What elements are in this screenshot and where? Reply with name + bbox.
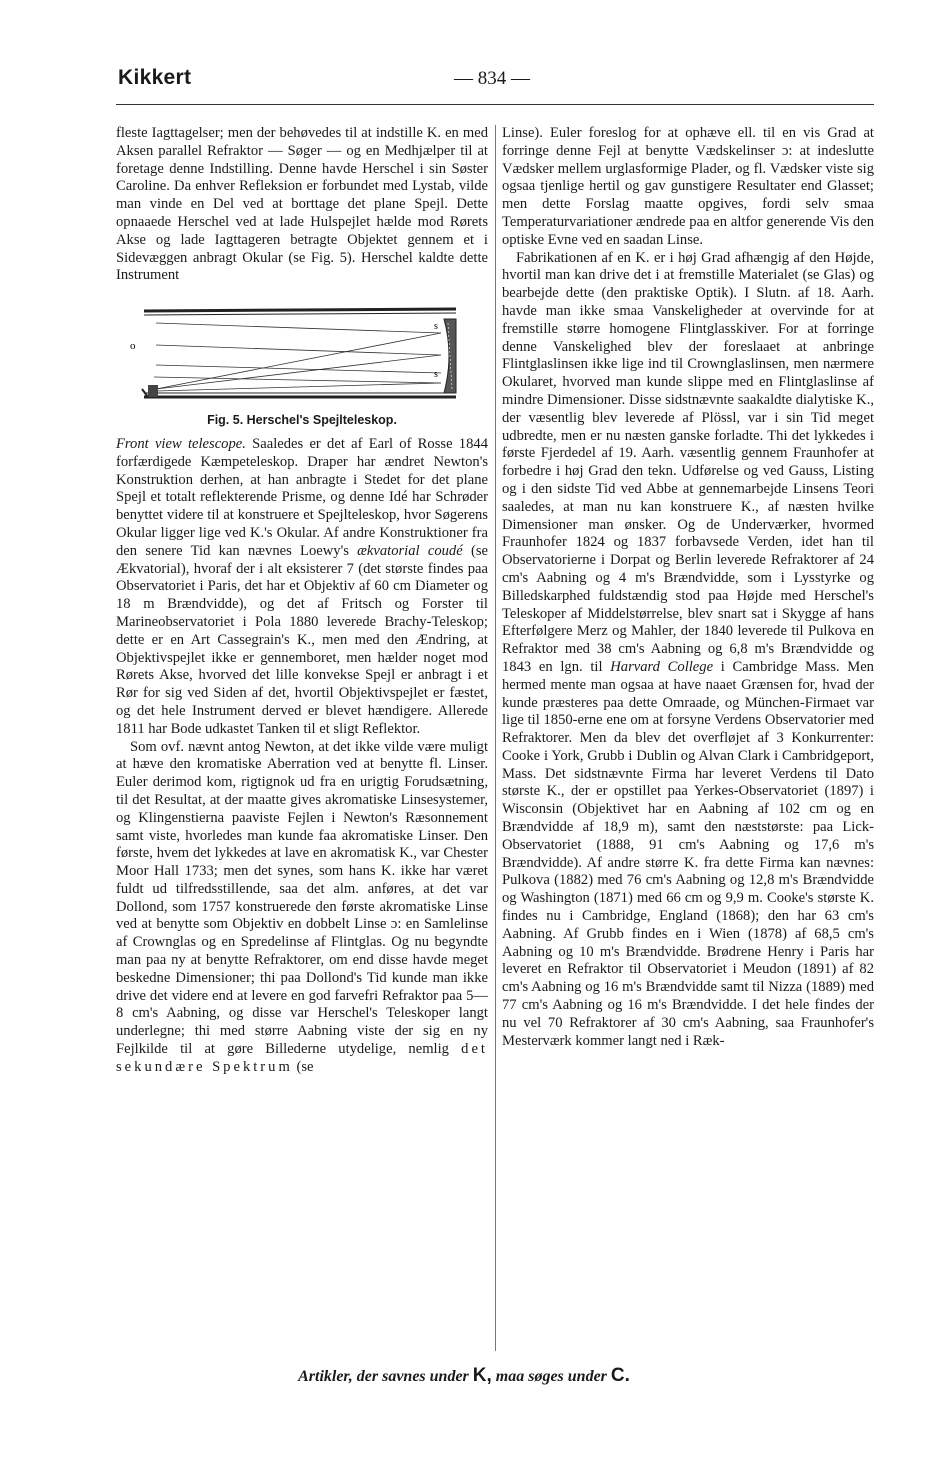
aekvatorial-coude-term: ækvatorial coudé: [357, 542, 463, 559]
right-paragraph-2-text-a: Fabrikationen af en K. er i høj Grad afhængig af den Højde, hvortil man kan drive det i at fremstille Materialet (se Glas) og bearbejde dette (den praktiske Optik). I Slutn. af 18. Aarh. havde man ikke smaa Vanskeligheder at overvinde for at fremstille større homogene Flintglasskiver. For at forringe denne Vanskelighed blev der foreslaaet at anbringe Flintglaslinsen ikke lige ind til Crownglaslinsen, men nærmere Okularet, hvorved man kunde slippe med en Flintglaslinse af mindre Dimensioner. Disse sidstnævnte saakaldte dialytiske K., der væsentlig blev leverede af Plössl, var i sin Tid meget udbredte, men er nu næsten ganske forladte. Thi det lykkedes i første Fjerdedel af 19. Aarh. væsentlig gennem Fraunhofer at forbedre i høj Grad den tekn. Udførelse og ved Gauss, Listing og i den sidste Tid ved Abbe at gennemarbejde Linsens Teori saaledes, at man nu kan konstruere K., af næsten hvilke Dimensioner man ønsker. Og de Underværker, hvormed Fraunhofer 1824 og 1837 forbavsede Verden, idet han til Observatorierne i Dorpat og Berlin leverede Refraktorer af 24 cm's Aabning og 4 m's Brændvidde, som i Lysstyrke og Billedskarphed fuldstændig stod paa Højde med Herschel's Teleskoper af Middelstørrelse, blev snart sat i Skygge af hans Efterfølgere Merz og Mahler, der 1840 leverede til Pulkova en Refraktor med 38 cm's Aabning og 6,8 m's Brændvidde og 1843 en lgn. til: [502, 249, 874, 675]
right-column: [502, 125, 874, 1050]
ray-2: [156, 345, 441, 355]
sekundaere-spektrum-term: det sekundære Spektrum: [116, 1041, 488, 1075]
tube-top-edge: [144, 309, 456, 311]
right-paragraph-2-text-b: i Cambridge Mass. Men hermed mente man ogsaa at have naaet Grænsen for, hvad der kunde præsteres paa dette Omraade, og München-Firmaet var lige til 1850-erne ene om at forsyne Verdens Observatorier med Refraktorer. Men da blev det overfløjet af 3 Konkurrenter: Cooke i York, Grubb i Dublin og Alvan Clark i Cambridgeport, Mass. Det sidstnævnte Firma har leveret Verdens til Dato største K., der er opstillet paa Yerkes-Observatoriet (1897) i Wisconsin (Objektivet har en Aabning af 102 cm og en Brændvidde af 18,9 m), samt den næststørste: paa Lick-Observatoriet (1888, 91 cm's Aabning og 17,6 m's Brændvidde). Af andre større K. fra dette Firma kan nævnes: Pulkova (1882) med 76 cm's Aabning og 12,8 m's Brændvidde og Washington (1871) med 66 cm og 9,9 m. Cooke's største K. findes nu i Cambridge, England (1868); den har 63 cm's Aabning. Af Grubb findes en i Wien (1878) af 68,5 cm's Aabning og 10 m's Brændvidde. Brødrene Henry i Paris har leveret en Refraktor til Observatoriet i Meudon (1891) af 82 cm's Aabning og 16 m's Brændvidde samt til Nizza (1889) med 77 cm's Aabning og 16 m's Brændvidde. I det hele findes der nu vel 70 Refraktorer af 30 cm's Aabning, saa Fraunhofer's Mesterværk kommer langt ned i Ræk-: [502, 658, 874, 1049]
eyepiece: [148, 385, 158, 397]
left-paragraph-2: [116, 436, 488, 739]
left-paragraph-3-text-b: (se: [292, 1058, 314, 1075]
ray-reflect-1: [156, 333, 441, 389]
front-view-term: Front view telescope.: [116, 435, 246, 452]
telescope-diagram: [116, 293, 488, 408]
running-header: [118, 66, 868, 102]
right-paragraph-1: Linse). Euler foreslog for at ophæve ell. til en vis Grad at forringe denne Fejl at benytte Vædskelinser ɔ: at indeslutte Vædsker mellem urglasformige Plader, og fl. Vædsker viste sig ogsaa tjenlige hertil og gav gunstigere Resultater end Glasset; men dette Forslag maatte opgives, fordi selv smaa Temperaturvariationer ændrede paa en altfor generende Vis den optiske Evne ved en saadan Linse.: [502, 125, 874, 248]
header-rule: [116, 104, 874, 105]
left-paragraph-3-text-a: Som ovf. nævnt antog Newton, at det ikke vilde være muligt at hæve den kromatiske Aberration ved at benytte fl. Linser. Euler derimod kom, rigtignok ud fra en urigtig Forudsætning, til det Resultat, at der maatte gives akromatiske Linsesystemer, og Klingenstierna paaviste Fejlen i Newton's Ræsonnement samt viste, hvorledes man kunde faa akromatiske Linser. Den første, hvem det lykkedes at lave en akromatisk K., var Chester Moor Hall 1733; men det synes, som hans K. ikke har været fuldt ud tilfredsstillende, saa det alm. anføres, at det var Dollond, som 1757 konstruerede den første akromatiske Linse ved at benytte som Objektiv en dobbelt Linse ɔ: en Samlelinse af Crownglas og en Spredelinse af Flintglas. Og nu begyndte man paa ny at benytte Refraktorer, om end disse havde meget beskedne Dimensioner; thi paa Dollond's Tid kunde man ikke drive det videre end at levere en god farvefri Refraktor paa 5—8 cm's Aabning, og disse var Herschel's Teleskoper langt underlegne; thi med større Aabning viste der sig en ny Fejlkilde til at gøre Billederne utydelige, nemlig: [116, 738, 488, 1058]
page-number: — 834 —: [454, 68, 530, 89]
label-s-top: s: [434, 321, 438, 333]
label-o: o: [130, 340, 136, 353]
column-divider: [495, 125, 496, 1351]
tube-top-inner: [144, 313, 456, 315]
left-paragraph-3: [116, 739, 488, 1077]
running-title: Kikkert: [118, 66, 192, 89]
ray-1: [156, 323, 441, 333]
label-s-bottom: s: [434, 369, 438, 381]
left-paragraph-1: fleste Iagttagelser; men der behøvedes til at indstille K. en med Aksen parallel Refraktor — Søger — og en Medhjælper til at foretage denne Indstilling. Denne havde Herschel i sin Søster Caroline. Da enhver Refleksion er forbundet med Lystab, vilde man vinde en Del ved at borttage det plane Spejl. Dette opnaaede Herschel ved at lade Hulspejlet hælde mod Rørets Akse og lade Iagttageren betragte Objektet gennem et i Sidevæggen anbragt Okular (se Fig. 5). Herschel kaldte dette Instrument: [116, 125, 488, 284]
right-paragraph-2: [502, 250, 874, 1051]
footer-text-a: Artikler, der savnes under: [298, 1368, 473, 1385]
figure-herschel-telescope: [116, 293, 488, 408]
left-paragraph-2-text-a: Saaledes er det af Earl of Rosse 1844 forfærdigede Kæmpeteleskop. Draper har ændret Newton's Konstruktion derhen, at han anbragte i Stedet for det plane Spejl et totalt reflekterende Prisme, og denne Idé har Schrøder benyttet videre til at konstruere et Spejlteleskop, hvor Søgerens Okular ligger lige ved K.'s Okular. Af andre Konstruktioner fra den senere Tid kan nævnes Loewy's: [116, 435, 488, 559]
footer-note: [0, 1365, 928, 1387]
ray-4: [154, 377, 441, 383]
figure-caption: Fig. 5. Herschel's Spejlteleskop.: [207, 413, 397, 428]
footer-letter-c: C.: [610, 1365, 630, 1386]
left-column: [116, 125, 488, 1077]
footer-letter-k: K,: [472, 1365, 492, 1386]
harvard-college-term: Harvard College: [610, 658, 714, 675]
footer-text-b: maa søges under: [491, 1368, 611, 1385]
left-paragraph-2-text-b: (se Ækvatorial), hvoraf der i alt eksisterer 7 (det største findes paa Observatoriet i Paris, det har et Objektiv af 60 cm Diameter og 18 m Brændvidde), og det af Fritsch og Forster til Marineobservatoriet i Pola 1880 leverede Brachy-Teleskop; dette er en Art Cassegrain's K., men med den Ændring, at Objektivspejlet ikke er gennemboret, men hælder noget mod Rørets Akse, hvorved det lille konvekse Spejl er anbragt i et Rør for sig ved Siden af det, hvortil Objektivspejlet er fæstet, og det hele Instrument derved er blevet hændigere. Allerede 1811 har Bode udkastet Tanken til et sligt Reflektor.: [116, 542, 488, 737]
